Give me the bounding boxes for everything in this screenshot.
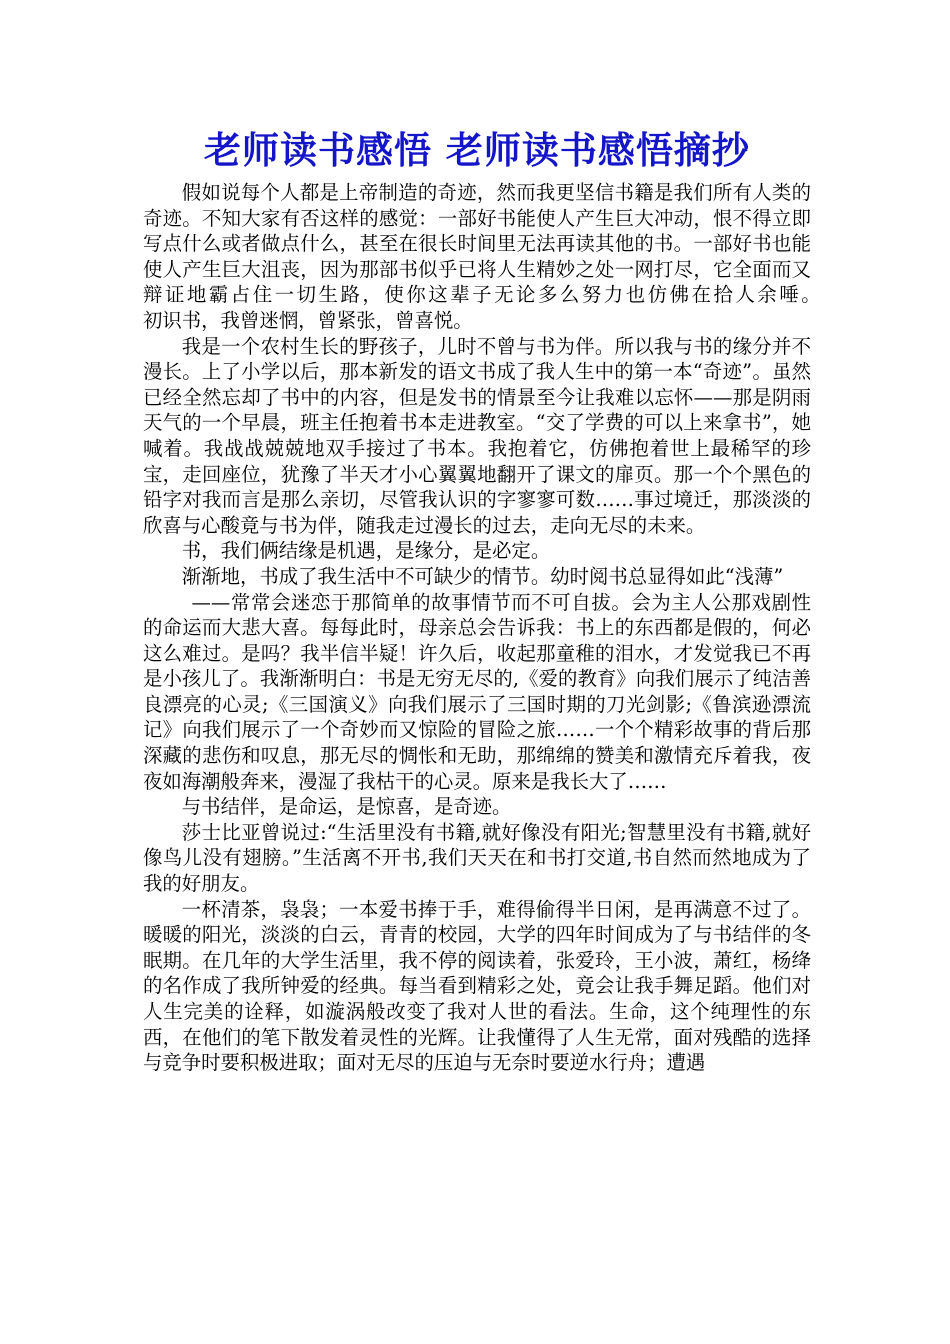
paragraph-1: 假如说每个人都是上帝制造的奇迹，然而我更坚信书籍是我们所有人类的奇迹。不知大家有否这样的感觉：一部好书能使人产生巨大冲动，恨不得立即写点什么或者做点什么，甚至在很长时间里无法再读其他的书。一部好书也能使人产生巨大沮丧，因为那部书似乎已将人生精妙之处一网打尽，它全面而又辩证地霸占住一切生路，使你这辈子无论多么努力也仿佛在拾人余唾。 初识书，我曾迷惘，曾紧张，曾喜悦。: [143, 181, 870, 332]
document-title: 老师读书感悟 老师读书感悟摘抄: [204, 128, 750, 172]
paragraph-5: ——常常会迷恋于那简单的故事情节而不可自拔。会为主人公那戏剧性的命运而大悲大喜。每每此时，母亲总会告诉我：书上的东西都是假的，何必这么难过。是吗？我半信半疑！许久后，收起那童稚的泪水，才发觉我已不再是小孩儿了。我渐渐明白：书是无穷无尽的,《爱的教育》向我们展示了纯洁善良漂亮的心灵;《三国演义》向我们展示了三国时期的刀光剑影;《鲁滨逊漂流记》向我们展示了一个奇妙而又惊险的冒险之旅……一个个精彩故事的背后那深藏的悲伤和叹息，那无尽的惆怅和无助，那绵绵的赞美和激情充斥着我，夜夜如海潮般奔来，漫湿了我枯干的心灵。原来是我长大了……: [143, 590, 811, 793]
paragraph-2: 我是一个农村生长的野孩子，儿时不曾与书为伴。所以我与书的缘分并不漫长。上了小学以后，那本新发的语文书成了我人生中的第一本“奇迹”。虽然已经全然忘却了书中的内容，但是发书的情景至今让我难以忘怀——那是阴雨天气的一个早晨，班主任抱着书本走进教室。“交了学费的可以上来拿书”，她喊着。我战战兢兢地双手接过了书本。我抱着它，仿佛抱着世上最稀罕的珍宝，走回座位，犹豫了半天才小心翼翼地翻开了课文的扉页。那一个个黑色的铅字对我而言是那么亲切，尽管我认识的字寥寥可数……事过境迁，那淡淡的欣喜与心酸竟与书为伴，随我走过漫长的过去，走向无尽的未来。: [143, 334, 811, 537]
paragraph-7: 莎士比亚曾说过:“生活里没有书籍,就好像没有阳光;智慧里没有书籍,就好像鸟儿没有翅膀。”生活离不开书,我们天天在和书打交道,书自然而然地成为了我的好朋友。: [143, 820, 811, 896]
paragraph-3: 书，我们俩结缘是机遇，是缘分，是必定。: [181, 539, 551, 563]
paragraph-8: 一杯清茶，袅袅；一本爱书捧于手，难得偷得半日闲，是再满意不过了。暖暖的阳光，淡淡的白云，青青的校园，大学的四年时间成为了与书结伴的冬眠期。在几年的大学生活里，我不停的阅读着，张爱玲，王小波，萧红，杨绛的名作成了我所钟爱的经典。每当看到精彩之处，竟会让我手舞足蹈。他们对人生完美的诠释，如漩涡般改变了我对人世的看法。生命，这个纯理性的东西，在他们的笔下散发着灵性的光辉。让我懂得了人生无常，面对残酷的选择与竞争时要积极进取；面对无尽的压迫与无奈时要逆水行舟；遭遇: [143, 897, 811, 1075]
paragraph-6: 与书结伴，是命运，是惊喜，是奇迹。: [181, 795, 512, 819]
document-page: [143, 126, 870, 1076]
paragraph-4: 渐渐地，书成了我生活中不可缺少的情节。幼时阅书总显得如此“浅薄”: [181, 564, 784, 588]
